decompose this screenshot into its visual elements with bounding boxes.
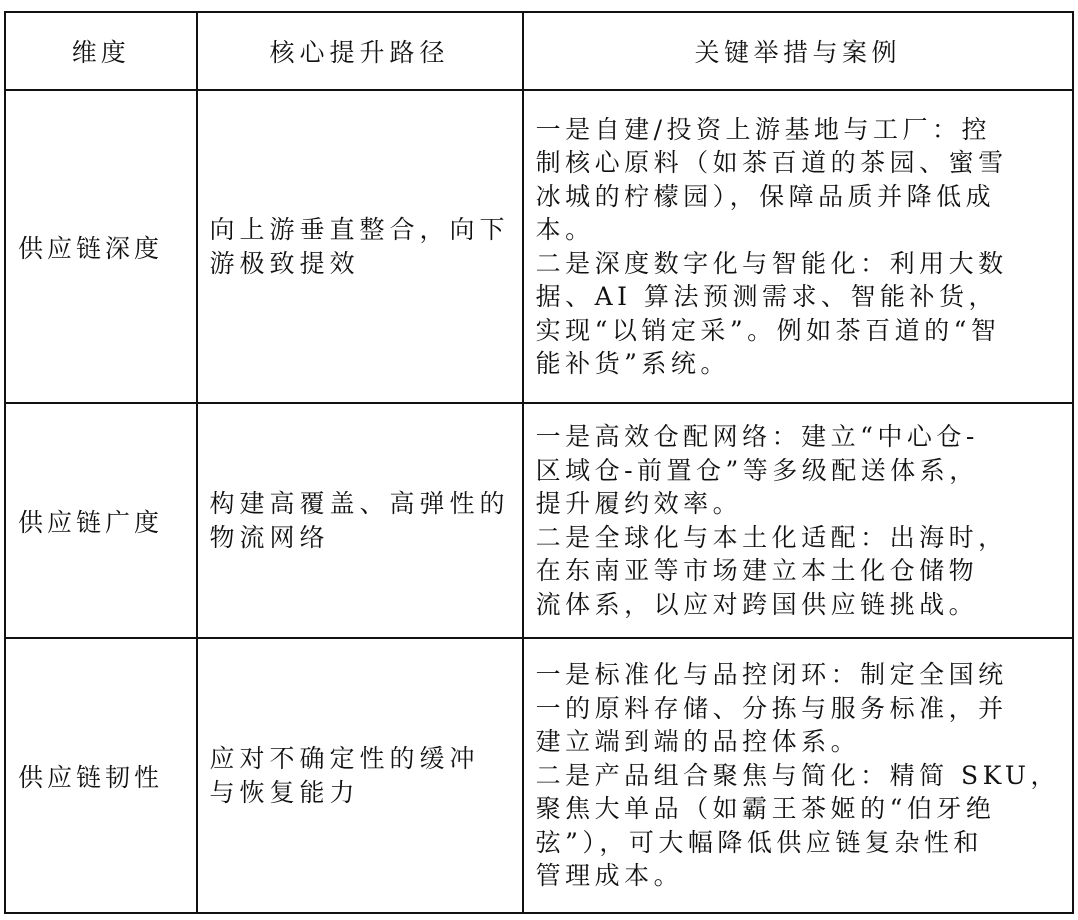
measures-cell-line: 一是高效仓配网络：建立“中心仓-: [535, 422, 979, 451]
header-dimension: 维度: [5, 12, 197, 90]
measures-cell: [523, 403, 1073, 638]
measures-cell-line: 二是全球化与本土化适配：出海时，: [535, 522, 1008, 552]
measures-cell-line: 二是产品组合聚焦与简化：精简 SKU，: [535, 760, 1060, 790]
path-cell-line: 应对不确定性的缓冲: [209, 744, 480, 773]
header-measures: 关键举措与案例: [523, 12, 1073, 90]
path-cell-line: 物流网络: [209, 522, 330, 552]
measures-cell-line: 流体系，以应对跨国供应链挑战。: [535, 589, 979, 619]
measures-cell-line: 在东南亚等市场建立本土化仓储物: [535, 556, 979, 585]
header-row: [5, 12, 1073, 90]
measures-cell-line: 聚焦大单品（如霸王茶姬的“伯牙绝: [535, 794, 996, 824]
measures-cell-line: 据、AI 算法预测需求、智能补货，: [535, 282, 998, 311]
measures-cell-line: 冰城的柠檬园），保障品质并降低成: [535, 181, 996, 211]
measures-cell-line: 管理成本。: [535, 861, 684, 891]
table-row: [5, 403, 1073, 638]
supply-chain-table: [4, 11, 1074, 914]
path-cell-line: 构建高覆盖、高弹性的: [209, 489, 510, 518]
measures-cell-line: 制核心原料（如茶百道的茶园、蜜雪: [535, 148, 1008, 177]
path-cell: [197, 90, 523, 403]
measures-cell-line: 实现“以销定采”。例如茶百道的“智: [535, 315, 1001, 345]
measures-cell-line: 本。: [535, 215, 595, 244]
path-cell: [197, 403, 523, 638]
measures-cell-line: 建立端到端的品控体系。: [535, 727, 861, 757]
path-cell-line: 与恢复能力: [209, 777, 360, 807]
measures-cell: [523, 90, 1073, 403]
measures-cell-line: 一的原料存储、分拣与服务标准，并: [535, 693, 1008, 723]
measures-cell: [523, 638, 1073, 913]
path-cell-line: 游极致提效: [209, 248, 360, 278]
path-cell-line: 向上游垂直整合，向下: [209, 215, 510, 244]
header-path: 核心提升路径: [197, 12, 523, 90]
path-cell: [197, 638, 523, 913]
table-row: [5, 90, 1073, 403]
measures-cell-line: 提升履约效率。: [535, 489, 743, 518]
dimension-cell: 供应链深度: [5, 90, 197, 403]
measures-cell-line: 弦”），可大幅降低供应链复杂性和: [535, 827, 983, 857]
measures-cell-line: 能补货”系统。: [535, 349, 730, 378]
measures-cell-line: 二是深度数字化与智能化：利用大数: [535, 248, 1008, 278]
dimension-cell: 供应链韧性: [5, 638, 197, 913]
measures-cell-line: 一是自建/投资上游基地与工厂：控: [535, 114, 991, 144]
measures-cell-line: 一是标准化与品控闭环：制定全国统: [535, 660, 1008, 690]
dimension-cell: 供应链广度: [5, 403, 197, 638]
measures-cell-line: 区域仓-前置仓”等多级配送体系，: [535, 455, 979, 485]
table-row: [5, 638, 1073, 913]
